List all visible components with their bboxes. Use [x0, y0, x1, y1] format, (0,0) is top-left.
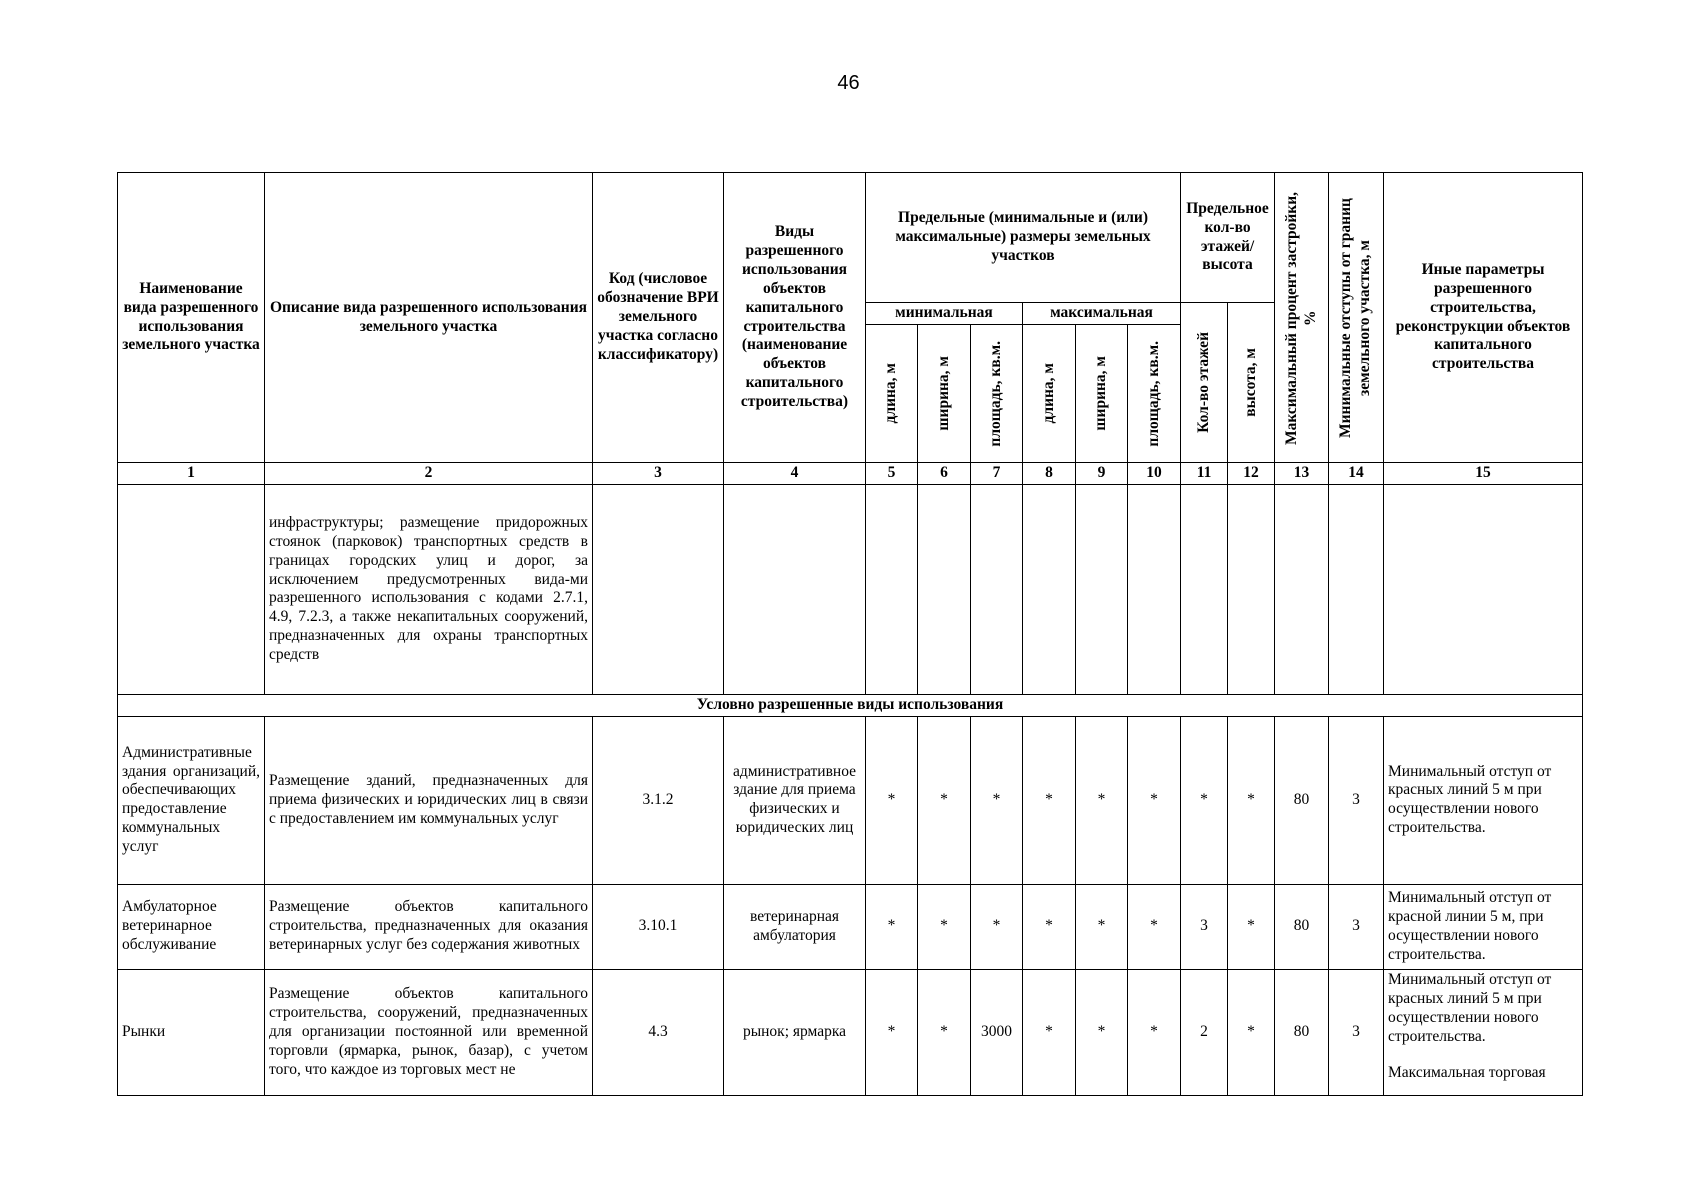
- header-description: Описание вида разрешенного использования земельного участка: [265, 173, 593, 463]
- column-number: 14: [1329, 463, 1384, 485]
- row-value: *: [971, 884, 1023, 969]
- row-description: Размещение объектов капитального строительства, сооружений, предназначенных для организации постоянной или временной торговли (ярмарка, рынок, базар), с учетом того, что каждое из торговых мест не: [265, 969, 593, 1095]
- row-value: 80: [1275, 716, 1329, 884]
- header-floors-group: Предельное кол-во этажей/ высота: [1181, 173, 1275, 303]
- row-value: 80: [1275, 969, 1329, 1095]
- continuation-description: инфраструктуры; размещение придорожных стоянок (парковок) транспортных средств в границах городских улиц и дорог, за исключением предусмотренных вида-ми разрешенного использования с кодами 2.7.1, 4.9, 7.2.3, а также некапитальных сооружений, предназначенных для охраны транспортных средств: [265, 484, 593, 694]
- row-description: Размещение зданий, предназначенных для приема физических и юридических лиц в связи с предоставлением им коммунальных услуг: [265, 716, 593, 884]
- row-value: *: [866, 969, 918, 1095]
- row-value: 3: [1181, 884, 1228, 969]
- table-row: [118, 884, 1583, 969]
- table-row: [118, 716, 1583, 884]
- column-number: 4: [724, 463, 866, 485]
- row-value: 3: [1329, 969, 1384, 1095]
- row-value: *: [1076, 716, 1128, 884]
- header-object-types: Виды разрешенного использования объектов капитального строительства (наименование объектов капитального строительства): [724, 173, 866, 463]
- row-value: *: [971, 716, 1023, 884]
- row-name: Амбулаторное ветеринарное обслуживание: [118, 884, 265, 969]
- header-other-params: Иные параметры разрешенного строительства, реконструкции объектов капитального строительства: [1384, 173, 1583, 463]
- header-code: Код (числовое обозначение ВРИ земельного участка согласно классификатору): [593, 173, 724, 463]
- header-max-area: площадь, кв.м.: [1128, 325, 1181, 463]
- header-floors: Кол-во этажей: [1181, 303, 1228, 463]
- header-min-length: длина, м: [866, 325, 918, 463]
- column-number: 13: [1275, 463, 1329, 485]
- row-value: *: [1128, 884, 1181, 969]
- header-min-area: площадь, кв.м.: [971, 325, 1023, 463]
- row-object-types: ветеринарная амбулатория: [724, 884, 866, 969]
- column-number: 15: [1384, 463, 1583, 485]
- row-description: Размещение объектов капитального строительства, предназначенных для оказания ветеринарных услуг без содержания животных: [265, 884, 593, 969]
- header-max-width: ширина, м: [1076, 325, 1128, 463]
- header-min-width: ширина, м: [918, 325, 971, 463]
- table-row: [118, 969, 1583, 1095]
- row-value: *: [1076, 884, 1128, 969]
- row-code: 3.10.1: [593, 884, 724, 969]
- header-height: высота, м: [1228, 303, 1275, 463]
- row-value: *: [866, 716, 918, 884]
- row-other-params: [1384, 969, 1583, 1095]
- row-value: *: [1128, 969, 1181, 1095]
- row-value: *: [1228, 716, 1275, 884]
- column-number: 8: [1023, 463, 1076, 485]
- row-value: 80: [1275, 884, 1329, 969]
- zoning-parameters-table: [117, 172, 1583, 1096]
- row-value: *: [1128, 716, 1181, 884]
- row-code: 3.1.2: [593, 716, 724, 884]
- row-value: 3000: [971, 969, 1023, 1095]
- header-max-percent: Максимальный процент застройки, %: [1275, 173, 1329, 463]
- section-title: Условно разрешенные виды использования: [118, 694, 1583, 716]
- header-limits-group: Предельные (минимальные и (или) максимальные) размеры земельных участков: [866, 173, 1181, 303]
- column-number: 6: [918, 463, 971, 485]
- row-code: 4.3: [593, 969, 724, 1095]
- column-number: 10: [1128, 463, 1181, 485]
- row-value: 3: [1329, 716, 1384, 884]
- header-name: Наименование вида разрешенного использования земельного участка: [118, 173, 265, 463]
- header-max-group: максимальная: [1023, 303, 1181, 325]
- column-number: 2: [265, 463, 593, 485]
- row-value: *: [1181, 716, 1228, 884]
- column-number: 1: [118, 463, 265, 485]
- row-value: *: [1023, 969, 1076, 1095]
- column-number: 12: [1228, 463, 1275, 485]
- row-value: *: [1023, 716, 1076, 884]
- row-value: *: [918, 884, 971, 969]
- header-max-length: длина, м: [1023, 325, 1076, 463]
- header-min-group: минимальная: [866, 303, 1023, 325]
- row-value: 3: [1329, 884, 1384, 969]
- row-other-params-extra: Максимальная торговая: [1388, 1064, 1546, 1082]
- row-object-types: административное здание для приема физических и юридических лиц: [724, 716, 866, 884]
- row-value: *: [918, 716, 971, 884]
- row-other-params: Минимальный отступ от красных линий 5 м при осуществлении нового строительства.: [1384, 716, 1583, 884]
- row-value: *: [918, 969, 971, 1095]
- row-name: Административные здания организаций, обеспечивающих предоставление коммунальных услуг: [118, 716, 265, 884]
- row-other-params: Минимальный отступ от красной линии 5 м, при осуществлении нового строительства.: [1384, 884, 1583, 969]
- row-object-types: рынок; ярмарка: [724, 969, 866, 1095]
- row-value: *: [1023, 884, 1076, 969]
- column-number: 11: [1181, 463, 1228, 485]
- header-min-offset: Минимальные отступы от границ земельного участка, м: [1329, 173, 1384, 463]
- row-name: Рынки: [118, 969, 265, 1095]
- row-value: *: [1228, 884, 1275, 969]
- column-number: 5: [866, 463, 918, 485]
- row-value: *: [1076, 969, 1128, 1095]
- row-value: *: [1228, 969, 1275, 1095]
- page-number: 46: [837, 72, 860, 94]
- row-value: 2: [1181, 969, 1228, 1095]
- column-number: 7: [971, 463, 1023, 485]
- table-row: [118, 484, 1583, 694]
- row-other-params-text: Минимальный отступ от красных линий 5 м при осуществлении нового строительства.: [1388, 970, 1552, 1045]
- column-number: 3: [593, 463, 724, 485]
- row-value: *: [866, 884, 918, 969]
- column-number: 9: [1076, 463, 1128, 485]
